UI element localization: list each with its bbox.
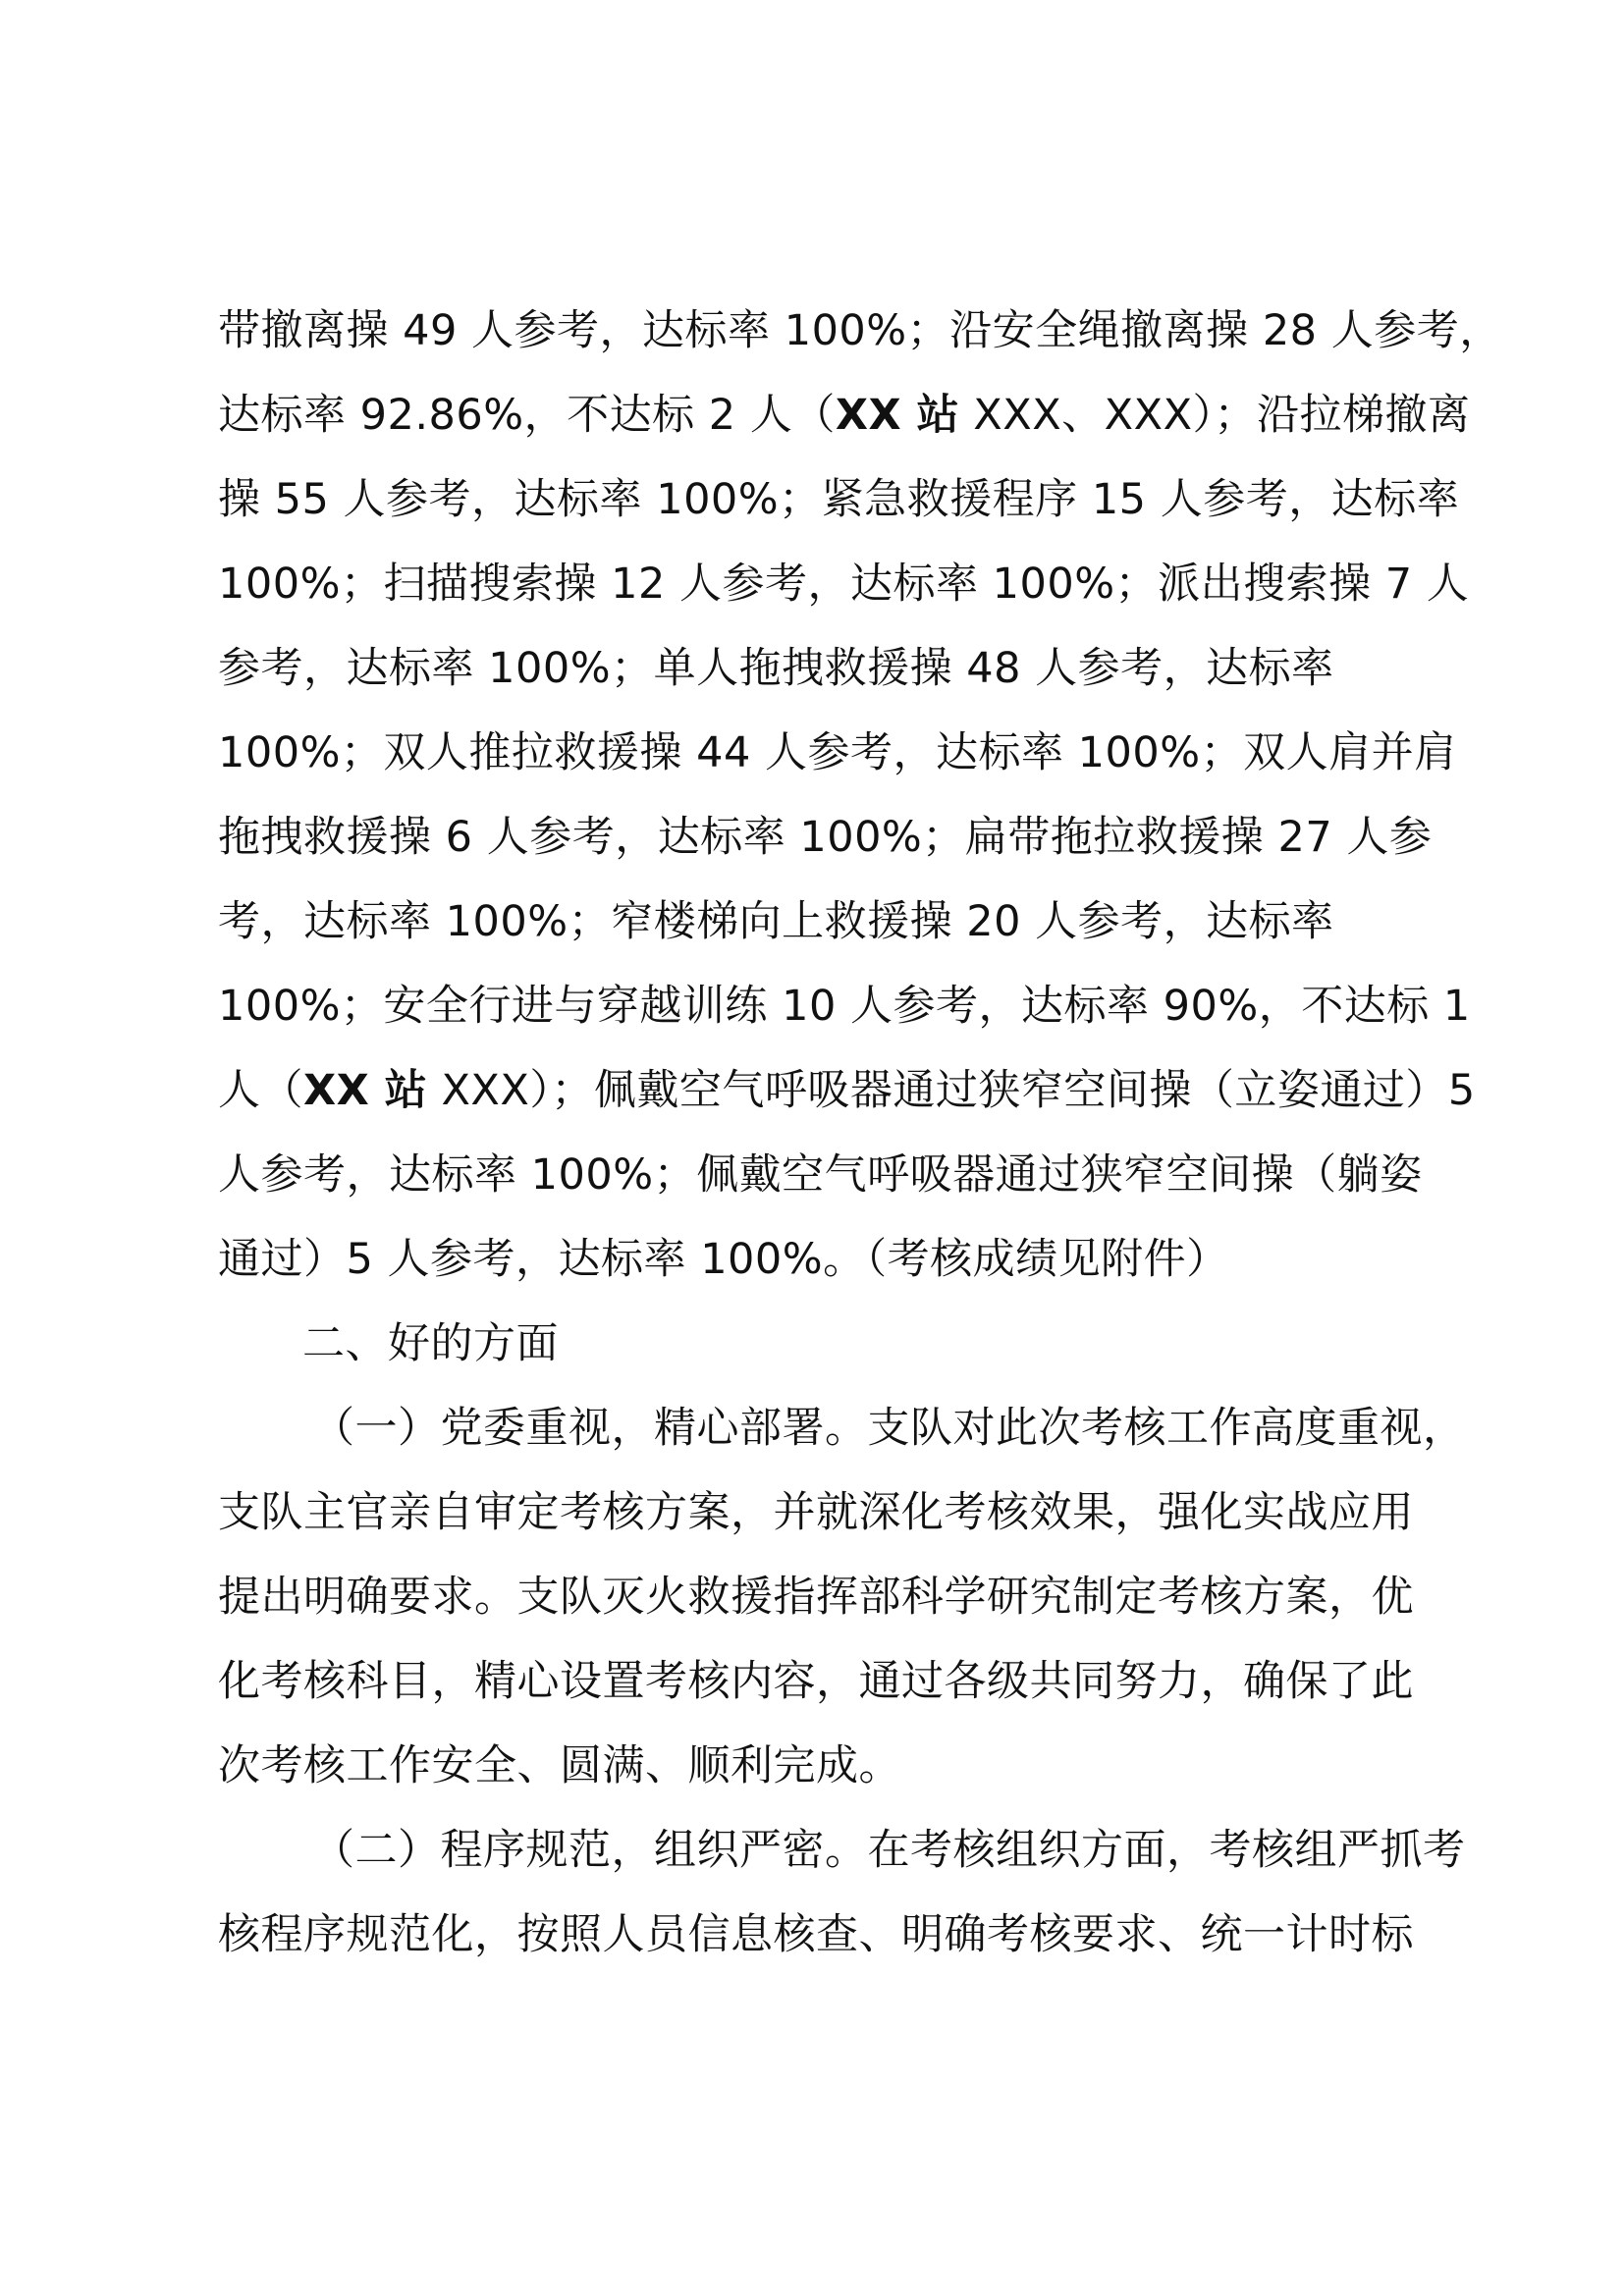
- station-name-bold: XX 站: [303, 1066, 428, 1115]
- text-line-6: 100%；双人推拉救援操 44 人参考，达标率 100%；双人肩并肩: [218, 728, 1457, 777]
- text-line-10: 人（XX 站 XXX）；佩戴空气呼吸器通过狭窄空间操（立姿通过）5: [218, 1066, 1476, 1115]
- text-line-7: 拖拽救援操 6 人参考，达标率 100%；扁带拖拉救援操 27 人参: [218, 813, 1433, 862]
- paragraph-1-line-3: 提出明确要求。支队灭火救援指挥部科学研究制定考核方案，优: [218, 1573, 1414, 1622]
- paragraph-1-line-1: （一）党委重视，精心部署。支队对此次考核工作高度重视，: [312, 1404, 1466, 1453]
- section-heading: 二、好的方面: [302, 1319, 559, 1368]
- text-line-8: 考，达标率 100%；窄楼梯向上救援操 20 人参考，达标率: [218, 897, 1334, 946]
- paragraph-1-line-5: 次考核工作安全、圆满、顺利完成。: [218, 1741, 901, 1790]
- text-line-12: 通过）5 人参考，达标率 100%。（考核成绩见附件）: [218, 1235, 1229, 1284]
- text-line-1: 带撤离操 49 人参考，达标率 100%；沿安全绳撤离操 28 人参考，: [218, 306, 1502, 355]
- text-line-3: 操 55 人参考，达标率 100%；紧急救援程序 15 人参考，达标率: [218, 475, 1460, 524]
- text-line-5: 参考，达标率 100%；单人拖拽救援操 48 人参考，达标率: [218, 644, 1334, 693]
- text-line-2: 达标率 92.86%，不达标 2 人（XX 站 XXX、XXX）；沿拉梯撤离: [218, 391, 1471, 440]
- paragraph-1-line-2: 支队主官亲自审定考核方案，并就深化考核效果，强化实战应用: [218, 1488, 1414, 1537]
- text-line-11: 人参考，达标率 100%；佩戴空气呼吸器通过狭窄空间操（躺姿: [218, 1150, 1423, 1200]
- paragraph-2-line-2: 核程序规范化，按照人员信息核查、明确考核要求、统一计时标: [218, 1910, 1414, 1959]
- text-line-9: 100%；安全行进与穿越训练 10 人参考，达标率 90%，不达标 1: [218, 982, 1471, 1031]
- paragraph-1-line-4: 化考核科目，精心设置考核内容，通过各级共同努力，确保了此: [218, 1657, 1414, 1706]
- station-name-bold: XX 站: [835, 391, 960, 440]
- text-line-4: 100%；扫描搜索操 12 人参考，达标率 100%；派出搜索操 7 人: [218, 560, 1470, 609]
- paragraph-2-line-1: （二）程序规范，组织严密。在考核组织方面，考核组严抓考: [312, 1826, 1466, 1875]
